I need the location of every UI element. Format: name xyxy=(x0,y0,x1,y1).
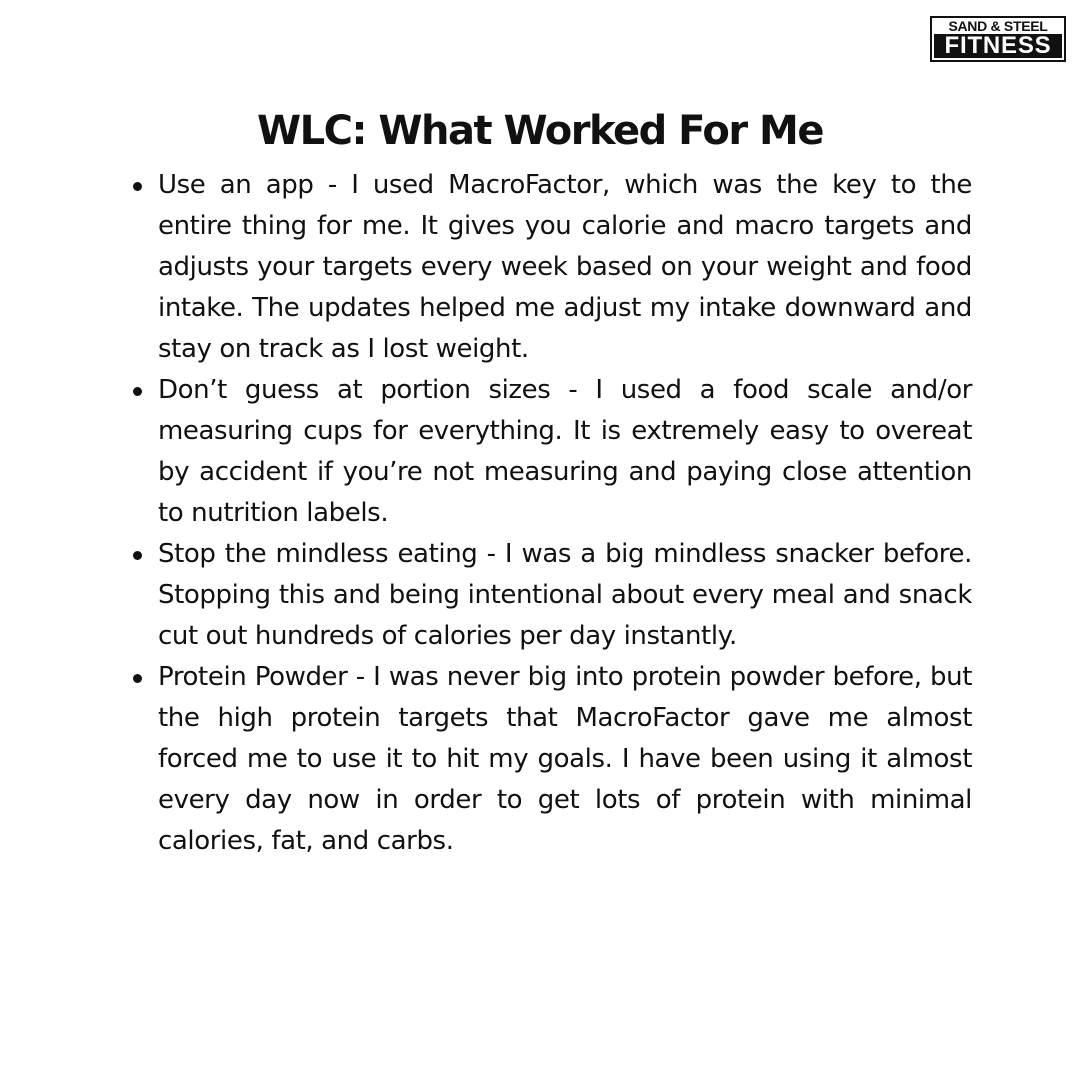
tip-text: Stop the mindless eating - I was a big mindless snacker before. Stopping this and being intentional about every meal and snack cut out hundreds of calories per day instantly. xyxy=(158,539,972,651)
brand-logo xyxy=(930,16,1066,62)
brand-logo-line1: SAND & STEEL xyxy=(948,18,1048,34)
tips-list xyxy=(158,165,972,862)
bullet-icon xyxy=(133,674,142,683)
tip-item-app xyxy=(158,165,972,370)
tip-text: Don’t guess at portion sizes - I used a food scale and/or measuring cups for everything. It is extremely easy to overeat by accident if you’re not measuring and paying close attention to nutrition labels. xyxy=(158,375,972,528)
tip-item-protein-powder xyxy=(158,657,972,862)
tip-text: Protein Powder - I was never big into protein powder before, but the high protein targets that MacroFactor gave me almost forced me to use it to hit my goals. I have been using it almost every day now in order to get lots of protein with minimal calories, fat, and carbs. xyxy=(158,662,972,856)
tip-item-mindless-eating xyxy=(158,534,972,657)
bullet-icon xyxy=(133,182,142,191)
bullet-icon xyxy=(133,551,142,560)
tip-item-portion-sizes xyxy=(158,370,972,534)
tip-text: Use an app - I used MacroFactor, which was the key to the entire thing for me. It gives you calorie and macro targets and adjusts your targets every week based on your weight and food intake. The updates helped me adjust my intake downward and stay on track as I lost weight. xyxy=(158,170,972,364)
bullet-icon xyxy=(133,387,142,396)
page-title: WLC: What Worked For Me xyxy=(257,108,823,154)
brand-logo-line2: FITNESS xyxy=(934,34,1062,58)
